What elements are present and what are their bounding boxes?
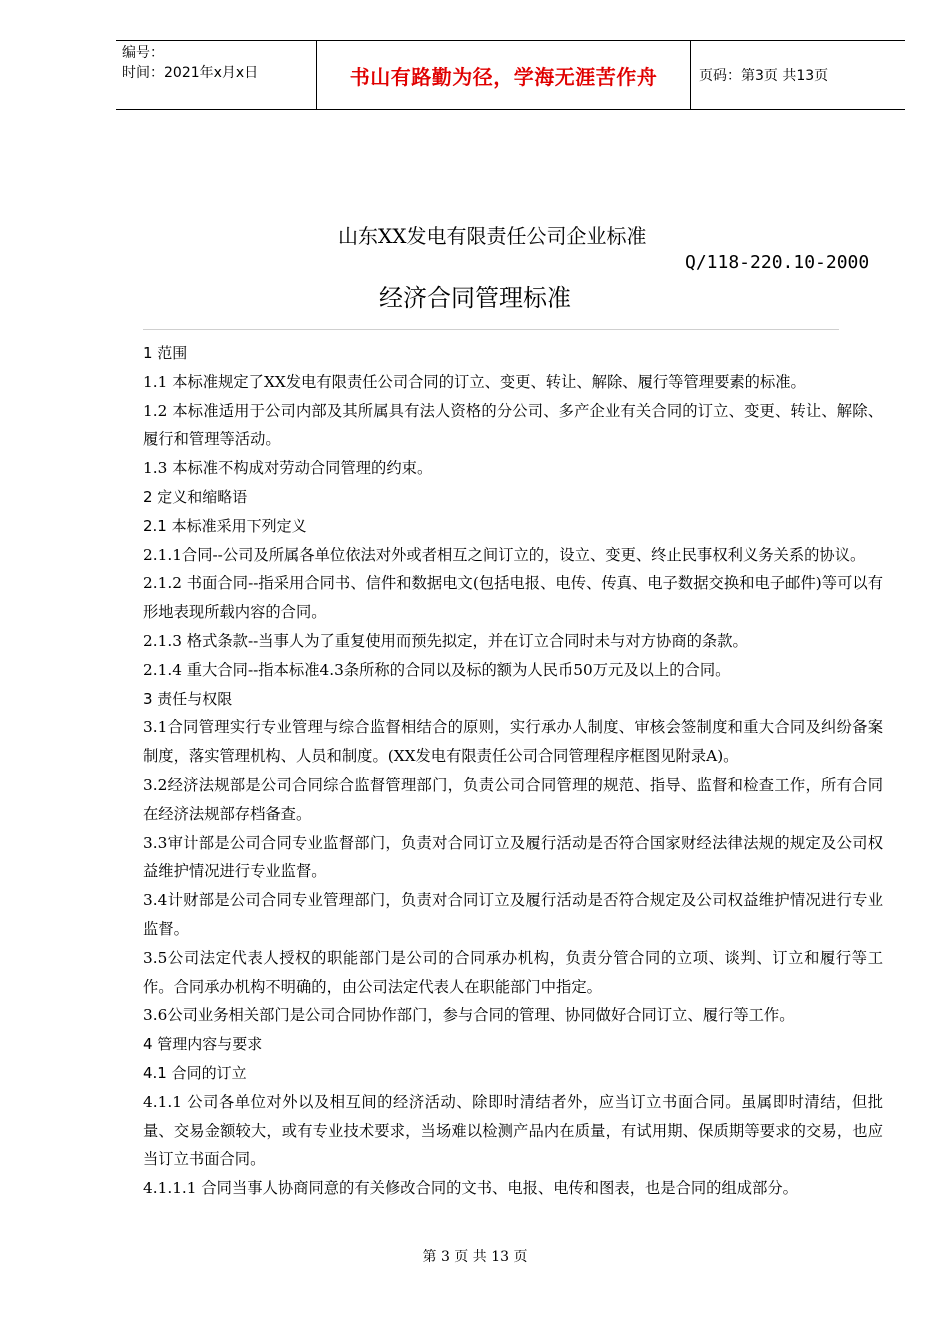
section-heading: 1 范围: [143, 344, 188, 362]
section-heading: 2.1 本标准采用下列定义: [143, 516, 307, 535]
org-title: 山东XX发电有限责任公司企业标准: [338, 224, 647, 248]
standard-code: Q/118-220.10-2000: [685, 252, 870, 273]
section-heading: 2 定义和缩略语: [143, 487, 248, 506]
motto: 书山有路勤为径，学海无涯苦作舟: [349, 64, 658, 89]
paragraph: 2.1.3 格式条款--当事人为了重复使用而预先拟定，并在订立合同时未与对方协商的条款。: [143, 631, 748, 650]
section-heading: 4 管理内容与要求: [143, 1035, 263, 1054]
paragraph: 2.1.1合同--公司及所属各单位依法对外或者相互之间订立的，设立、变更、终止民事权利义务关系的协议。: [143, 545, 866, 564]
paragraph: 1.2 本标准适用于公司内部及其所属具有法人资格的分公司、多产企业有关合同的订立、变更、转让、解除、履行和管理等活动。: [143, 401, 883, 449]
document-body: [143, 339, 883, 1203]
paragraph: 1.1 本标准规定了XX发电有限责任公司合同的订立、变更、转让、解除、履行等管理要素的标准。: [143, 372, 806, 391]
header-page-cell: [691, 41, 905, 109]
paragraph: 3.5公司法定代表人授权的职能部门是公司的合同承办机构，负责分管合同的立项、谈判、订立和履行等工作。合同承办机构不明确的，由公司法定代表人在职能部门中指定。: [143, 948, 883, 996]
serial-label: 编号：: [122, 45, 164, 61]
header-motto-cell: [316, 41, 691, 109]
paragraph: 1.3 本标准不构成对劳动合同管理的约束。: [143, 459, 433, 478]
paragraph: 3.2经济法规部是公司合同综合监督管理部门，负责公司合同管理的规范、指导、监督和检查工作，所有合同在经济法规部存档备查。: [143, 775, 883, 823]
paragraph: 3.4计财部是公司合同专业管理部门，负责对合同订立及履行活动是否符合规定及公司权益维护情况进行专业监督。: [143, 891, 883, 938]
title-divider: [143, 329, 839, 330]
paragraph: 3.1合同管理实行专业管理与综合监督相结合的原则，实行承办人制度、审核会签制度和重大合同及纠纷备案制度，落实管理机构、人员和制度。(XX发电有限责任公司合同管理程序框图见附录A)。: [143, 718, 883, 766]
paragraph: 2.1.4 重大合同--指本标准4.3条所称的合同以及标的额为人民币50万元及以上的合同。: [143, 660, 731, 679]
paragraph: 4.1.1 公司各单位对外以及相互间的经济活动、除即时清结者外，应当订立书面合同。虽属即时清结，但批量、交易金额较大，或有专业技术要求，当场难以检测产品内在质量，有试用期、保质期等要求的交易，也应当订立书面合同。: [143, 1092, 883, 1169]
header-meta: [116, 41, 315, 109]
paragraph: 3.3审计部是公司合同专业监督部门，负责对合同订立及履行活动是否符合国家财经法律法规的规定及公司权益维护情况进行专业监督。: [143, 833, 883, 881]
paragraph: 3.6公司业务相关部门是公司合同协作部门，参与合同的管理、协同做好合同订立、履行等工作。: [143, 1006, 795, 1025]
paragraph: 2.1.2 书面合同--指采用合同书、信件和数据电文(包括电报、电传、传真、电子数据交换和电子邮件)等可以有形地表现所载内容的合同。: [143, 574, 883, 622]
document-title: 经济合同管理标准: [379, 284, 571, 312]
paragraph: 4.1.1.1 合同当事人协商同意的有关修改合同的文书、电报、电传和图表，也是合同的组成部分。: [143, 1179, 798, 1198]
time-label: 时间：2021年x月x日: [122, 65, 259, 81]
page-footer: 第 3 页 共 13 页: [422, 1249, 528, 1265]
section-heading: 4.1 合同的订立: [143, 1063, 247, 1082]
section-heading: 3 责任与权限: [143, 689, 233, 708]
document-header: [116, 40, 905, 110]
page-label: 页码：第3页 共13页: [699, 68, 829, 84]
